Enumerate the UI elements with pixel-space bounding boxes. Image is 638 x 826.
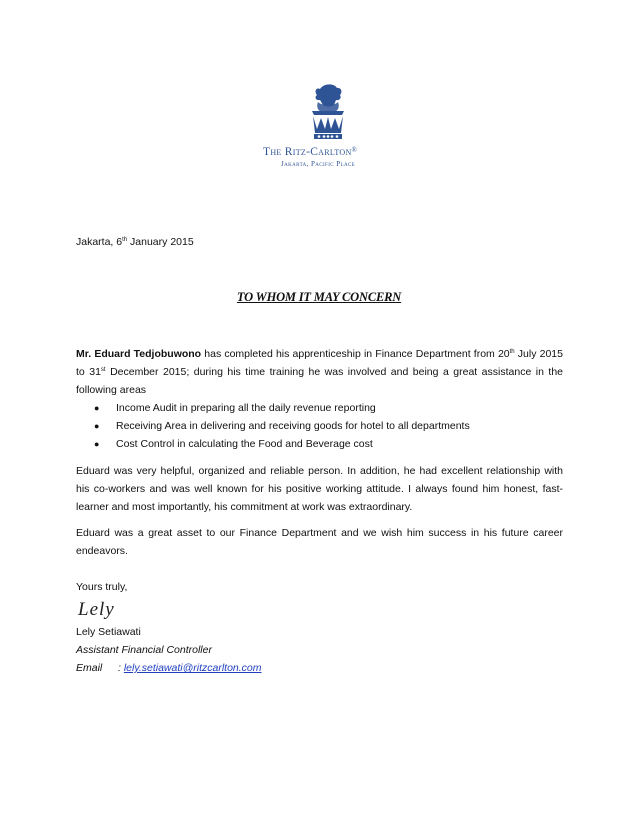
intro-text-a: has completed his apprenticeship in Finance Department from 20 <box>201 348 510 360</box>
responsibility-list <box>94 399 564 453</box>
email-label: Email <box>76 662 103 674</box>
email-link[interactable]: lely.setiawati@ritzcarlton.com <box>123 662 262 674</box>
intro-text-c: December 2015; during his time training he was involved and being a great assistance in the following areas <box>76 366 563 396</box>
ordinal-a: th <box>509 349 515 355</box>
bullet-icon: ● <box>94 439 100 449</box>
bullet-icon: ● <box>94 421 100 431</box>
registered-mark: ® <box>351 146 358 154</box>
letter-date <box>76 233 194 251</box>
paragraph-wishes: Eduard was a great asset to our Finance Department and we wish him success in his future career endeavors. <box>76 527 563 557</box>
signer-email <box>76 659 262 677</box>
date-prefix: Jakarta, 6 <box>76 236 123 248</box>
page-title: TO WHOM IT MAY CONCERN <box>236 290 402 304</box>
brand-name <box>263 146 357 158</box>
signer-name: Lely Setiawati <box>76 626 141 638</box>
list-item <box>94 435 564 453</box>
lion-crown-icon <box>268 83 388 145</box>
ordinal-b: st <box>100 367 106 373</box>
list-item <box>94 399 564 417</box>
paragraph-intro <box>76 345 563 399</box>
apprentice-name: Mr. Eduard Tedjobuwono <box>76 348 202 360</box>
date-rest: January 2015 <box>127 236 194 248</box>
email-separator: : <box>118 662 124 674</box>
list-item-text: Income Audit in preparing all the daily revenue reporting <box>116 402 376 414</box>
brand-name-text: The Ritz-Carlton <box>263 146 352 158</box>
bullet-icon: ● <box>94 403 100 413</box>
signature: Lely <box>78 599 115 620</box>
brand-location: Jakarta, Pacific Place <box>281 160 356 168</box>
list-item-text: Receiving Area in delivering and receiving goods for hotel to all departments <box>116 420 470 432</box>
signer-title: Assistant Financial Controller <box>76 644 212 656</box>
intro-text-b: July 2015 to 31 <box>76 348 563 378</box>
closing: Yours truly, <box>76 581 128 593</box>
paragraph-evaluation: Eduard was very helpful, organized and reliable person. In addition, he had excellent relationship with his co-workers and was well known for his positive working attitude. I always found him honest, fast-learner and most importantly, his commitment at work was extraordinary. <box>76 465 563 513</box>
ritz-carlton-logo <box>268 83 388 145</box>
list-item <box>94 417 564 435</box>
date-ordinal: th <box>122 237 128 243</box>
list-item-text: Cost Control in calculating the Food and Beverage cost <box>116 438 373 450</box>
